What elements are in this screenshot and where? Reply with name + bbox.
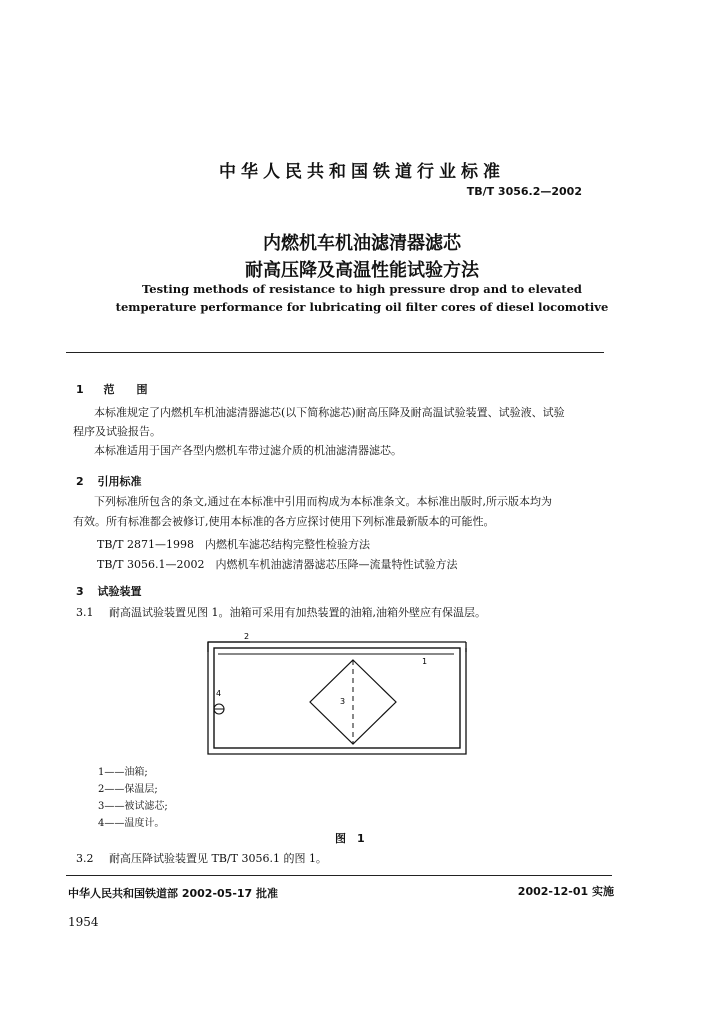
figure-legend bbox=[98, 764, 168, 832]
clause-text: 耐高温试验装置见图 1。油箱可采用有加热装置的油箱,油箱外壁应有保温层。 bbox=[109, 606, 486, 619]
section-1-heading bbox=[76, 381, 148, 397]
title-cn-line1: 内燃机车机油滤清器滤芯 bbox=[263, 233, 461, 254]
section-1-para2: 本标准适用于国产各型内燃机车带过滤介质的机油滤清器滤芯。 bbox=[94, 444, 402, 457]
section-number: 1 bbox=[76, 383, 84, 396]
section-2-para-line2: 有效。所有标准都会被修订,使用本标准的各方应探讨使用下列标准最新版本的可能性。 bbox=[73, 515, 495, 528]
figure-label-1: 1 bbox=[422, 657, 428, 666]
issue-date: 中华人民共和国铁道部 2002-05-17 批准 bbox=[68, 887, 279, 900]
standard-code: TB/T 3056.2—2002 bbox=[466, 185, 582, 198]
section-title: 范 围 bbox=[103, 383, 148, 396]
reference-item: TB/T 3056.1—2002 内燃机车机油滤清器滤芯压降—流量特性试验方法 bbox=[97, 558, 458, 571]
legend-item: 3——被试滤芯; bbox=[98, 801, 168, 812]
title-divider bbox=[66, 352, 604, 353]
figure-1-diagram bbox=[200, 630, 480, 760]
section-1-para1-line1: 本标准规定了内燃机车机油滤清器滤芯(以下简称滤芯)耐高压降及耐高温试验装置、试验液、试验 bbox=[94, 406, 565, 419]
footer-divider bbox=[66, 875, 612, 876]
clause-number: 3.1 bbox=[76, 606, 94, 619]
title-cn-line2: 耐高压降及高温性能试验方法 bbox=[245, 260, 479, 281]
clause-3-2 bbox=[76, 848, 327, 870]
legend-item: 1——油箱; bbox=[98, 767, 148, 778]
section-2-heading bbox=[76, 473, 142, 489]
legend-item: 4——温度计。 bbox=[98, 818, 165, 829]
clause-text: 耐高压降试验装置见 TB/T 3056.1 的图 1。 bbox=[109, 852, 327, 865]
reference-item: TB/T 2871—1998 内燃机车滤芯结构完整性检验方法 bbox=[97, 538, 370, 551]
section-3-heading bbox=[76, 583, 142, 599]
figure-label-4: 4 bbox=[216, 689, 222, 698]
issuing-organization: 中华人民共和国铁道行业标准 bbox=[219, 162, 505, 182]
section-1-para1-line2: 程序及试验报告。 bbox=[73, 425, 161, 438]
clause-3-1 bbox=[76, 602, 486, 624]
implementation-date: 2002-12-01 实施 bbox=[517, 885, 614, 898]
section-number: 3 bbox=[76, 585, 84, 598]
legend-item: 2——保温层; bbox=[98, 784, 158, 795]
figure-caption: 图 1 bbox=[335, 832, 365, 845]
figure-label-2: 2 bbox=[244, 632, 250, 641]
title-en-line1: Testing methods of resistance to high pressure drop and to elevated bbox=[142, 282, 582, 296]
title-en-line2: temperature performance for lubricating oil filter cores of diesel locomotive bbox=[115, 300, 609, 314]
clause-number: 3.2 bbox=[76, 852, 94, 865]
insulation-layer bbox=[208, 642, 466, 754]
section-2-para-line1: 下列标准所包含的条文,通过在本标准中引用而构成为本标准条文。本标准出版时,所示版本均为 bbox=[94, 495, 552, 508]
section-title: 试验装置 bbox=[97, 585, 142, 598]
page-number: 1954 bbox=[68, 915, 99, 929]
figure-label-3: 3 bbox=[340, 697, 346, 706]
section-title: 引用标准 bbox=[97, 475, 142, 488]
section-number: 2 bbox=[76, 475, 84, 488]
